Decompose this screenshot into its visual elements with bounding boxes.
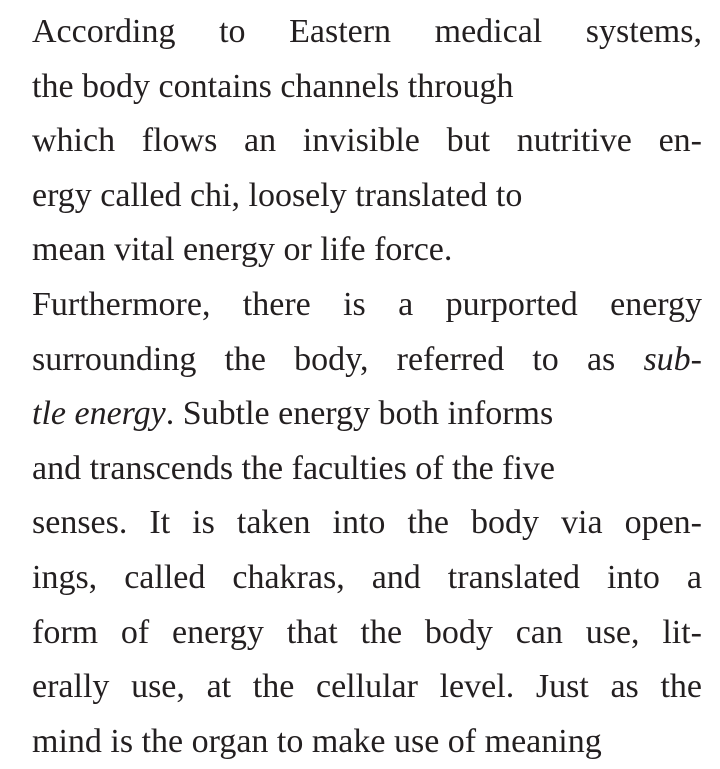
text-line bbox=[32, 5, 702, 60]
text-line bbox=[32, 387, 702, 442]
text-line bbox=[32, 278, 702, 333]
text-line bbox=[32, 60, 702, 115]
text-run: mind is the organ to make use of meaning bbox=[32, 722, 602, 760]
text-line bbox=[32, 169, 702, 224]
text-run: and transcends the faculties of the five bbox=[32, 449, 556, 487]
body-paragraph bbox=[32, 5, 702, 760]
text-run: which flows an invisible but nutritive en- bbox=[32, 122, 702, 160]
text-line bbox=[32, 496, 702, 551]
text-run: surrounding the body, referred to as bbox=[32, 340, 644, 378]
text-line bbox=[32, 660, 702, 715]
text-run: form of energy that the body can use, lit- bbox=[32, 613, 702, 651]
text-line bbox=[32, 551, 702, 606]
text-run: ings, called chakras, and translated into a bbox=[32, 558, 702, 596]
text-run: the body contains channels through bbox=[32, 67, 514, 105]
text-run: senses. It is taken into the body via open- bbox=[32, 504, 702, 542]
italic-text-run: tle energy bbox=[32, 395, 166, 433]
text-line bbox=[32, 606, 702, 661]
italic-text-run: sub- bbox=[643, 340, 702, 378]
text-run: mean vital energy or life force. bbox=[32, 231, 453, 269]
text-line-partial bbox=[32, 715, 702, 760]
text-line bbox=[32, 223, 702, 278]
text-run: According to Eastern medical systems, bbox=[32, 13, 702, 50]
text-run: Furthermore, there is a purported energy bbox=[32, 285, 702, 323]
text-line bbox=[32, 442, 702, 497]
text-run: . Subtle energy both informs bbox=[165, 395, 554, 433]
text-run: erally use, at the cellular level. Just as the bbox=[32, 668, 702, 706]
text-run: ergy called chi, loosely translated to bbox=[32, 176, 523, 214]
text-line bbox=[32, 333, 702, 388]
text-line bbox=[32, 114, 702, 169]
